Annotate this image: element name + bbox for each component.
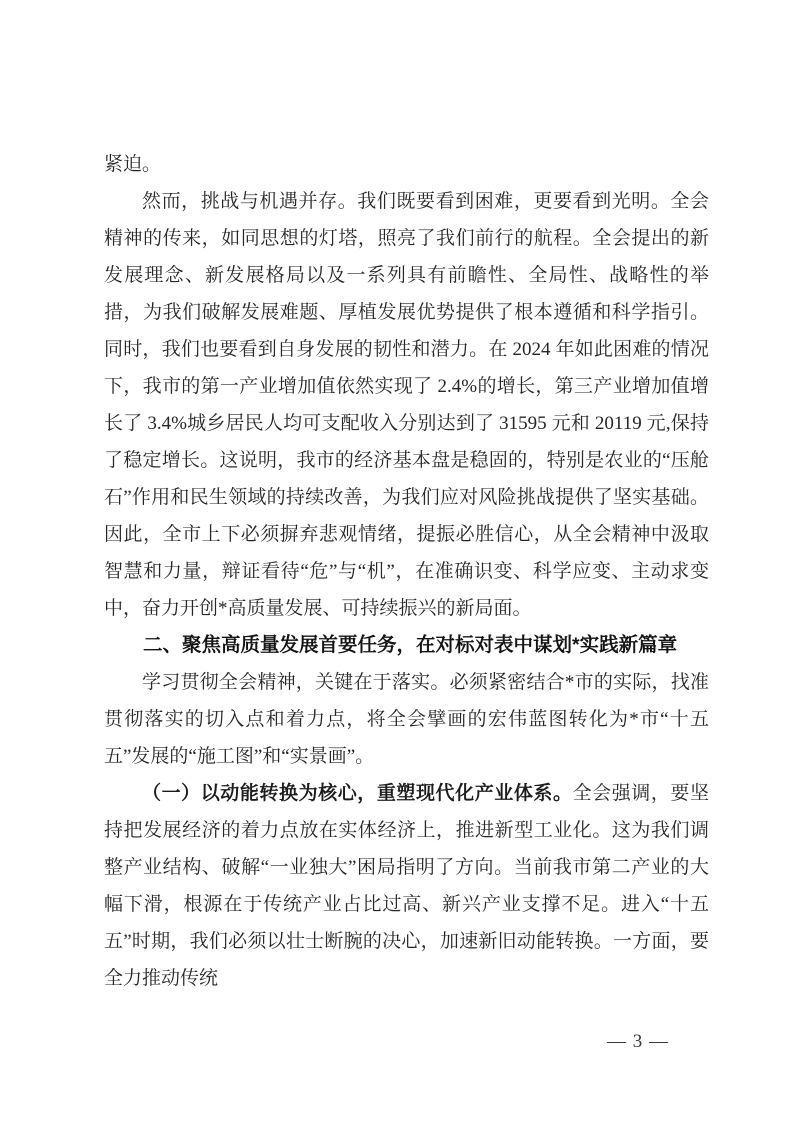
paragraph-opportunities: 然而，挑战与机遇并存。我们既要看到困难，更要看到光明。全会精神的传来，如同思想的灯塔，照亮了我们前行的航程。全会提出的新发展理念、新发展格局以及一系列具有前瞻性、全局性、战略性的举措，为我们破解发展难题、厚植发展优势提供了根本遵循和科学指引。同时，我们也要看到自身发展的韧性和潜力。在 2024 年如此困难的情况下，我市的第一产业增加值依然实现了 2.4%的增长，第三产业增加值增长了 3.4%城乡居民人均可支配收入分别达到了 31595 元和 20119 元,保持了稳定增长。这说明，我市的经济基本盘是稳固的，特别是农业的“压舱石”作用和民生领域的持续改善，为我们应对风险挑战提供了坚实基础。因此，全市上下必须摒弃悲观情绪，提振必胜信心，从全会精神中汲取智慧和力量，辩证看待“危”与“机”，在准确识变、科学应变、主动求变中，奋力开创*高质量发展、可持续振兴的新局面。: [104, 191, 709, 619]
paragraph-continuation: 紧迫。: [104, 154, 162, 175]
page-number: — 3 —: [607, 1031, 669, 1052]
subheading-industry-lead: （一）以动能转换为核心，重塑现代化产业体系。: [142, 783, 573, 804]
section-heading-2: 二、聚焦高质量发展首要任务，在对标对表中谋划*实践新篇章: [143, 634, 678, 656]
paragraph-industry-body: 全会强调，要坚持把发展经济的着力点放在实体经济上，推进新型工业化。这为我们调整产业结构、破解“一业独大”困局指明了方向。当前我市第二产业的大幅下滑，根源在于传统产业占比过高、新兴产业支撑不足。进入“十五五”时期，我们必须以壮士断腕的决心，加速新旧动能转换。一方面，要全力推动传统: [104, 783, 709, 989]
document-body: [104, 146, 709, 997]
paragraph-industry: [104, 775, 709, 997]
paragraph-implementation: 学习贯彻全会精神，关键在于落实。必须紧密结合*市的实际，找准贯彻落实的切入点和着力点，将全会擘画的宏伟蓝图转化为*市“十五五”发展的“施工图”和“实景画”。: [104, 672, 709, 767]
